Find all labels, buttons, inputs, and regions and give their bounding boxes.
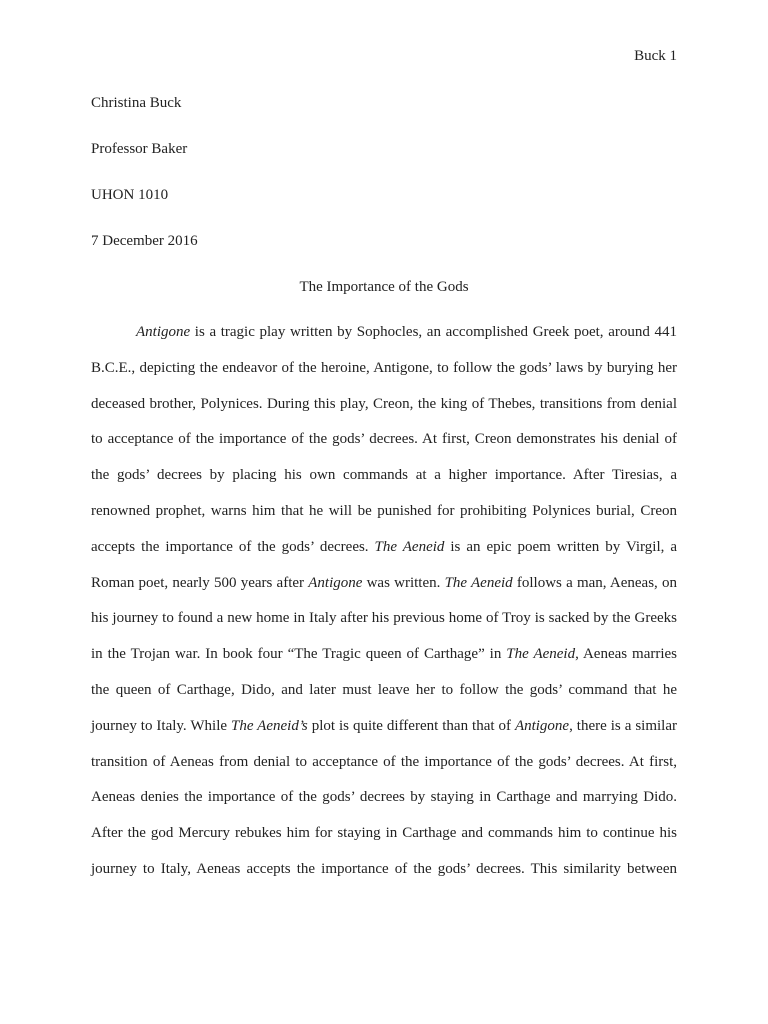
paragraph-line: [136, 322, 677, 342]
paragraph-line: [91, 823, 677, 843]
paragraph-text: , there is a similar: [569, 718, 677, 734]
paragraph-text: , Aeneas marries: [575, 646, 678, 662]
course-code: UHON 1010: [91, 187, 169, 203]
paragraph-line: [91, 608, 677, 628]
italic-title-text: Antigone: [136, 324, 191, 340]
paragraph-line: [91, 465, 677, 485]
paragraph-text: is a tragic play written by Sophocles, an accomplished Greek poet, around 441: [190, 324, 677, 340]
paragraph-line: [91, 644, 677, 664]
paragraph-text: his journey to found a new home in Italy after his previous home of Troy is sacked by the Greeks: [91, 610, 677, 626]
italic-title-text: The Aeneid: [506, 646, 576, 662]
italic-title-text: The Aeneid: [444, 575, 513, 591]
paragraph-line: [91, 680, 677, 700]
paragraph-text: follows a man, Aeneas, on: [512, 575, 677, 591]
professor-name: Professor Baker: [91, 141, 188, 157]
paragraph-text: was written.: [362, 575, 445, 591]
paragraph-line: [91, 716, 677, 736]
paragraph-text: transition of Aeneas from denial to acceptance of the importance of the gods’ decrees. At first,: [91, 754, 677, 770]
paragraph-text: renowned prophet, warns him that he will be punished for prohibiting Polynices burial, Creon: [91, 503, 677, 519]
italic-title-text: The Aeneid: [374, 539, 445, 555]
paragraph-text: B.C.E., depicting the endeavor of the heroine, Antigone, to follow the gods’ laws by burying her: [91, 360, 677, 376]
page-number: Buck 1: [634, 48, 677, 64]
paragraph-text: the gods’ decrees by placing his own commands at a higher importance. After Tiresias, a: [91, 467, 677, 483]
italic-title-text: Antigone: [308, 575, 363, 591]
paragraph-line: [91, 358, 677, 378]
paragraph-line: [91, 859, 677, 879]
paragraph-line: [91, 573, 677, 593]
italic-title-text: Antigone: [514, 718, 570, 734]
paragraph-line: [91, 394, 677, 414]
paragraph-text: After the god Mercury rebukes him for staying in Carthage and commands him to continue his: [91, 825, 677, 841]
paragraph-text: accepts the importance of the gods’ decrees.: [91, 539, 375, 555]
paragraph-line: [91, 752, 677, 772]
paragraph-text: journey to Italy, Aeneas accepts the importance of the gods’ decrees. This similarity between: [91, 861, 677, 877]
paragraph-text: in the Trojan war. In book four “The Tragic queen of Carthage” in: [91, 646, 507, 662]
paragraph-text: deceased brother, Polynices. During this play, Creon, the king of Thebes, transitions from denial: [91, 396, 677, 412]
paragraph-text: to acceptance of the importance of the gods’ decrees. At first, Creon demonstrates his denial of: [91, 431, 677, 447]
paragraph-line: [91, 429, 677, 449]
essay-title: The Importance of the Gods: [299, 279, 469, 295]
paragraph-text: is an epic poem written by Virgil, a: [444, 539, 677, 555]
essay-date: 7 December 2016: [91, 233, 198, 249]
paragraph-line: [91, 501, 677, 521]
paragraph-line: [91, 537, 677, 557]
paragraph-text: journey to Italy. While: [91, 718, 231, 734]
paragraph-text: plot is quite different than that of: [307, 718, 515, 734]
paragraph-line: [91, 787, 677, 807]
paragraph-text: the queen of Carthage, Dido, and later must leave her to follow the gods’ command that he: [91, 682, 677, 698]
paragraph-text: Roman poet, nearly 500 years after: [91, 575, 309, 591]
student-name: Christina Buck: [91, 95, 182, 111]
italic-title-text: The Aeneid’s: [230, 718, 308, 734]
paragraph-text: Aeneas denies the importance of the gods’ decrees by staying in Carthage and marrying Dido.: [91, 789, 677, 805]
